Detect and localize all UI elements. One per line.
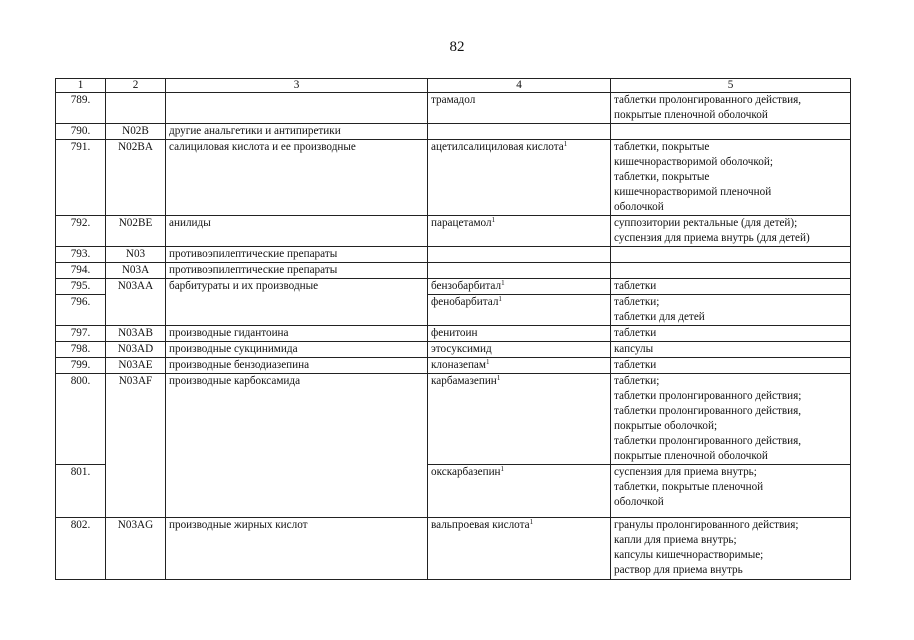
group-name: производные жирных кислот	[166, 518, 428, 580]
atc-code: N02BA	[106, 140, 166, 216]
group-name: барбитураты и их производные	[166, 279, 428, 326]
table-row	[56, 326, 851, 342]
table-row	[56, 247, 851, 263]
header-col-2: 2	[106, 79, 166, 93]
drug-name	[428, 263, 611, 279]
row-number: 795.	[56, 279, 106, 295]
row-number: 790.	[56, 124, 106, 140]
drug-name: этосуксимид	[428, 342, 611, 358]
drug-name: фенитоин	[428, 326, 611, 342]
page-number: 82	[449, 39, 465, 55]
header-col-3: 3	[166, 79, 428, 93]
table-row	[56, 93, 851, 124]
drug-list-table	[55, 78, 851, 580]
drug-name	[428, 247, 611, 263]
group-name: производные сукцинимида	[166, 342, 428, 358]
row-number: 798.	[56, 342, 106, 358]
table-row	[56, 124, 851, 140]
dosage-forms: таблетки; таблетки для детей	[611, 295, 851, 326]
drug-name: фенобарбитал$^1$	[428, 295, 611, 326]
table-row	[56, 342, 851, 358]
row-number: 802.	[56, 518, 106, 580]
row-number: 799.	[56, 358, 106, 374]
dosage-forms: таблетки	[611, 279, 851, 295]
dosage-forms: суппозитории ректальные (для детей); суспензия для приема внутрь (для детей)	[611, 216, 851, 247]
row-number: 796.	[56, 295, 106, 326]
atc-code: N03AE	[106, 358, 166, 374]
atc-code: N03AF	[106, 374, 166, 518]
group-name: противоэпилептические препараты	[166, 263, 428, 279]
drug-name: парацетамол$^1$	[428, 216, 611, 247]
table-row	[56, 358, 851, 374]
dosage-forms: таблетки, покрытые кишечнорастворимой оболочкой; таблетки, покрытые кишечнорастворимой пленочной оболочкой	[611, 140, 851, 216]
atc-code: N03AG	[106, 518, 166, 580]
dosage-forms: таблетки пролонгированного действия, покрытые пленочной оболочкой	[611, 93, 851, 124]
table-row	[56, 140, 851, 216]
table-row	[56, 518, 851, 580]
header-row	[56, 79, 851, 93]
atc-code: N03A	[106, 263, 166, 279]
dosage-forms	[611, 247, 851, 263]
table-row	[56, 374, 851, 465]
header-col-4: 4	[428, 79, 611, 93]
dosage-forms	[611, 263, 851, 279]
header-col-1: 1	[56, 79, 106, 93]
drug-name: трамадол	[428, 93, 611, 124]
drug-name: бензобарбитал$^1$	[428, 279, 611, 295]
row-number: 797.	[56, 326, 106, 342]
drug-name	[428, 124, 611, 140]
table-row	[56, 279, 851, 295]
header-col-5: 5	[611, 79, 851, 93]
table-row	[56, 216, 851, 247]
atc-code: N03AA	[106, 279, 166, 326]
drug-name: клоназепам$^1$	[428, 358, 611, 374]
dosage-forms: таблетки	[611, 358, 851, 374]
dosage-forms: гранулы пролонгированного действия; капли для приема внутрь; капсулы кишечнорастворимые; раствор для приема внутрь	[611, 518, 851, 580]
drug-name: окскарбазепин$^1$	[428, 465, 611, 518]
atc-code: N02BE	[106, 216, 166, 247]
row-number: 801.	[56, 465, 106, 518]
dosage-forms: таблетки	[611, 326, 851, 342]
drug-name: вальпроевая кислота$^1$	[428, 518, 611, 580]
row-number: 789.	[56, 93, 106, 124]
atc-code: N03AD	[106, 342, 166, 358]
group-name: салициловая кислота и ее производные	[166, 140, 428, 216]
atc-code: N03AB	[106, 326, 166, 342]
dosage-forms: таблетки; таблетки пролонгированного действия; таблетки пролонгированного действия, покрытые оболочкой; таблетки пролонгированного действия, покрытые пленочной оболочкой	[611, 374, 851, 465]
atc-code	[106, 93, 166, 124]
row-number: 800.	[56, 374, 106, 465]
drug-name: карбамазепин$^1$	[428, 374, 611, 465]
dosage-forms: капсулы	[611, 342, 851, 358]
group-name: противоэпилептические препараты	[166, 247, 428, 263]
group-name	[166, 93, 428, 124]
row-number: 794.	[56, 263, 106, 279]
atc-code: N03	[106, 247, 166, 263]
dosage-forms	[611, 124, 851, 140]
drug-name: ацетилсалициловая кислота$^1$	[428, 140, 611, 216]
atc-code: N02B	[106, 124, 166, 140]
table-row	[56, 263, 851, 279]
group-name: анилиды	[166, 216, 428, 247]
group-name: производные гидантоина	[166, 326, 428, 342]
row-number: 792.	[56, 216, 106, 247]
group-name: производные карбоксамида	[166, 374, 428, 518]
dosage-forms: суспензия для приема внутрь; таблетки, покрытые пленочной оболочкой	[611, 465, 851, 518]
row-number: 793.	[56, 247, 106, 263]
row-number: 791.	[56, 140, 106, 216]
group-name: другие анальгетики и антипиретики	[166, 124, 428, 140]
group-name: производные бензодиазепина	[166, 358, 428, 374]
